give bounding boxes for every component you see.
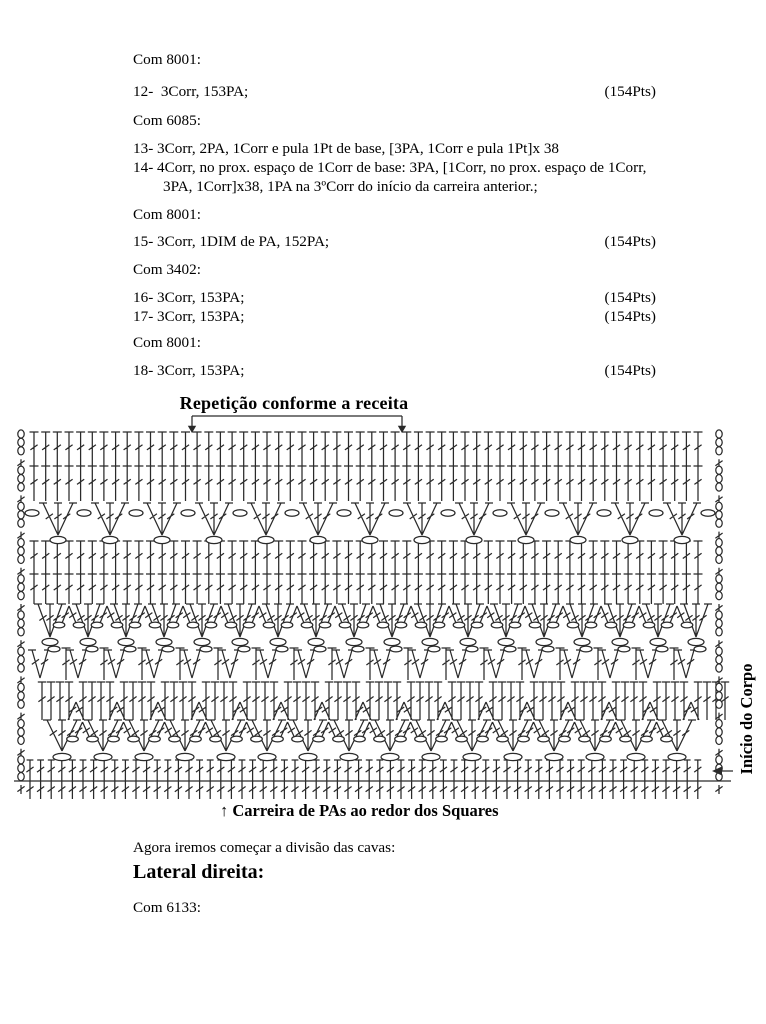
chain-stitch-icon xyxy=(716,592,722,600)
chain-stitch-icon xyxy=(422,753,440,760)
chain-stitch-icon xyxy=(574,638,590,645)
instruction-row-group xyxy=(133,83,656,102)
chain-stitch-icon xyxy=(258,536,274,543)
chain-stitch-icon xyxy=(18,575,24,583)
chain-stitch-icon xyxy=(643,622,655,628)
chain-stitch-icon xyxy=(200,646,212,652)
chain-stitch-icon xyxy=(108,736,120,742)
instruction-line xyxy=(133,289,656,308)
chain-stitch-icon xyxy=(436,736,448,742)
chain-stitch-icon xyxy=(301,622,313,628)
chain-stitch-icon xyxy=(231,736,243,742)
yarn-label: Com 6085: xyxy=(133,112,201,129)
chain-stitch-icon xyxy=(333,736,345,742)
yarn-label: Com 8001: xyxy=(133,334,201,351)
chain-stitch-icon xyxy=(688,638,704,645)
footer-note: Agora iremos começar a divisão das cavas: xyxy=(133,839,396,856)
chain-stitch-icon xyxy=(716,692,722,700)
chain-stitch-icon xyxy=(357,622,369,628)
instruction-row-group xyxy=(133,140,656,196)
chain-stitch-icon xyxy=(542,646,554,652)
chain-stitch-icon xyxy=(205,622,217,628)
chain-stitch-icon xyxy=(18,466,24,474)
chain-stitch-icon xyxy=(285,510,299,516)
instruction-text: 3PA, 1Corr]x38, 1PA na 3ºCorr do início da carreira anterior.; xyxy=(163,177,538,195)
chain-stitch-icon xyxy=(466,646,478,652)
chain-stitch-icon xyxy=(319,622,331,628)
chain-stitch-icon xyxy=(149,622,161,628)
chain-stitch-icon xyxy=(395,622,407,628)
chain-stitch-icon xyxy=(50,536,66,543)
instruction-line xyxy=(133,308,656,327)
chain-stitch-icon xyxy=(716,447,722,455)
chain-stitch-icon xyxy=(414,536,430,543)
chain-stitch-icon xyxy=(620,736,632,742)
instruction-text: 18- 3Corr, 153PA; xyxy=(133,362,245,379)
chain-stitch-icon xyxy=(18,555,24,563)
chain-stitch-icon xyxy=(504,753,522,760)
instruction-line xyxy=(133,159,656,178)
chain-stitch-icon xyxy=(102,536,118,543)
chain-stitch-icon xyxy=(716,555,722,563)
instruction-line xyxy=(133,362,656,381)
chain-stitch-icon xyxy=(694,646,706,652)
chain-stitch-icon xyxy=(585,622,597,628)
chain-stitch-icon xyxy=(225,622,237,628)
chain-stitch-icon xyxy=(124,646,136,652)
stitch-count: (154Pts) xyxy=(604,289,656,306)
chain-stitch-icon xyxy=(716,647,722,655)
chain-stitch-icon xyxy=(263,622,275,628)
chain-stitch-icon xyxy=(622,536,638,543)
chain-stitch-icon xyxy=(80,638,96,645)
stitch-count: (154Pts) xyxy=(604,233,656,250)
instruction-line xyxy=(133,140,656,159)
instruction-text: 12- 3Corr, 153PA; xyxy=(133,83,249,100)
chain-stitch-icon xyxy=(18,539,24,547)
chain-stitch-icon xyxy=(547,622,559,628)
chain-stitch-icon xyxy=(681,622,693,628)
chain-stitch-icon xyxy=(53,753,71,760)
chain-stitch-icon xyxy=(661,736,673,742)
chain-stitch-icon xyxy=(18,728,24,736)
chain-stitch-icon xyxy=(453,622,465,628)
chain-stitch-icon xyxy=(25,510,39,516)
chain-stitch-icon xyxy=(67,736,79,742)
chain-stitch-icon xyxy=(232,638,248,645)
yarn-label: Com 8001: xyxy=(133,206,201,223)
chain-stitch-icon xyxy=(86,646,98,652)
chain-stitch-icon xyxy=(18,430,24,438)
arrowhead-icon xyxy=(188,426,722,776)
chain-stitch-icon xyxy=(559,736,571,742)
chain-stitch-icon xyxy=(538,736,550,742)
chain-stitch-icon xyxy=(529,622,541,628)
chain-stitch-icon xyxy=(518,736,530,742)
chain-stitch-icon xyxy=(650,638,666,645)
chain-stitch-icon xyxy=(716,539,722,547)
chain-stitch-icon xyxy=(18,583,24,591)
instruction-text: 16- 3Corr, 153PA; xyxy=(133,289,245,306)
chain-stitch-icon xyxy=(668,753,686,760)
chain-stitch-icon xyxy=(493,510,507,516)
chain-stitch-icon xyxy=(340,753,358,760)
chain-stitch-icon xyxy=(545,753,563,760)
chain-stitch-icon xyxy=(190,736,202,742)
chain-stitch-icon xyxy=(716,519,722,527)
chain-stitch-icon xyxy=(251,736,263,742)
chain-stitch-icon xyxy=(18,475,24,483)
chain-stitch-icon xyxy=(18,736,24,744)
chain-stitch-icon xyxy=(233,510,247,516)
chain-stitch-icon xyxy=(206,536,222,543)
chain-stitch-icon xyxy=(91,622,103,628)
chain-stitch-icon xyxy=(314,646,326,652)
chain-stitch-icon xyxy=(612,638,628,645)
chain-stitch-icon xyxy=(716,728,722,736)
chain-stitch-icon xyxy=(18,628,24,636)
chain-stitch-icon xyxy=(77,510,91,516)
chain-stitch-icon xyxy=(460,638,476,645)
chain-stitch-icon xyxy=(308,638,324,645)
chain-stitch-icon xyxy=(674,536,690,543)
chain-stitch-icon xyxy=(276,646,288,652)
chain-stitch-icon xyxy=(600,736,612,742)
chain-stitch-icon xyxy=(545,510,559,516)
chain-stitch-icon xyxy=(586,753,604,760)
chain-stitch-icon xyxy=(310,536,326,543)
chain-stitch-icon xyxy=(18,756,24,764)
chain-stitch-icon xyxy=(18,519,24,527)
chain-stitch-icon xyxy=(352,646,364,652)
instruction-text: 14- 4Corr, no prox. espaço de 1Corr de base: 3PA, [1Corr, no prox. espaço de 1Corr, xyxy=(133,158,647,176)
chain-stitch-icon xyxy=(339,622,351,628)
diagram-top-label: Repetição conforme a receita xyxy=(179,393,409,413)
chain-stitch-icon xyxy=(377,622,389,628)
chain-stitch-icon xyxy=(18,547,24,555)
chain-stitch-icon xyxy=(716,683,722,691)
chain-stitch-icon xyxy=(415,622,427,628)
chain-stitch-icon xyxy=(18,764,24,772)
chain-stitch-icon xyxy=(536,638,552,645)
stitch-count: (154Pts) xyxy=(604,307,656,325)
chain-stitch-icon xyxy=(716,502,722,510)
instruction-line xyxy=(133,233,656,252)
chain-stitch-icon xyxy=(346,638,362,645)
chain-stitch-icon xyxy=(509,622,521,628)
section-heading: Lateral direita: xyxy=(133,861,265,883)
chain-stitch-icon xyxy=(18,438,24,446)
chain-stitch-icon xyxy=(156,638,172,645)
chain-stitch-icon xyxy=(579,736,591,742)
chain-stitch-icon xyxy=(48,646,60,652)
chain-stitch-icon xyxy=(497,736,509,742)
chain-stitch-icon xyxy=(716,483,722,491)
chain-stitch-icon xyxy=(169,736,181,742)
chain-stitch-icon xyxy=(18,683,24,691)
instruction-text: 17- 3Corr, 153PA; xyxy=(133,307,245,325)
chain-stitch-icon xyxy=(18,773,24,781)
chain-stitch-icon xyxy=(661,622,673,628)
instruction-row-group xyxy=(133,233,656,252)
chain-stitch-icon xyxy=(162,646,174,652)
chain-stitch-icon xyxy=(187,622,199,628)
chain-stitch-icon xyxy=(701,510,715,516)
chain-stitch-icon xyxy=(374,736,386,742)
instruction-line xyxy=(133,178,656,197)
chain-stitch-icon xyxy=(18,700,24,708)
chain-stitch-icon xyxy=(42,638,58,645)
chain-stitch-icon xyxy=(176,753,194,760)
chain-stitch-icon xyxy=(422,638,438,645)
chain-stitch-icon xyxy=(154,536,170,543)
chain-stitch-icon xyxy=(258,753,276,760)
chain-stitch-icon xyxy=(135,753,153,760)
chain-stitch-icon xyxy=(656,646,668,652)
chain-stitch-icon xyxy=(111,622,123,628)
chain-stitch-icon xyxy=(716,700,722,708)
chain-stitch-icon xyxy=(433,622,445,628)
chain-stitch-icon xyxy=(129,510,143,516)
chain-stitch-icon xyxy=(463,753,481,760)
chain-stitch-icon xyxy=(18,447,24,455)
chain-stitch-icon xyxy=(128,736,140,742)
chain-stitch-icon xyxy=(570,536,586,543)
chain-stitch-icon xyxy=(129,622,141,628)
chain-stitch-icon xyxy=(605,622,617,628)
chain-stitch-icon xyxy=(381,753,399,760)
chain-stitch-icon xyxy=(18,720,24,728)
chain-stitch-icon xyxy=(53,622,65,628)
chain-stitch-icon xyxy=(272,736,284,742)
chain-stitch-icon xyxy=(243,622,255,628)
chain-stitch-icon xyxy=(716,619,722,627)
chain-stitch-icon xyxy=(299,753,317,760)
chain-stitch-icon xyxy=(716,628,722,636)
chain-stitch-icon xyxy=(504,646,516,652)
chain-stitch-icon xyxy=(281,622,293,628)
chain-stitch-icon xyxy=(618,646,630,652)
chain-stitch-icon xyxy=(389,510,403,516)
chain-stitch-icon xyxy=(716,583,722,591)
chain-stitch-icon xyxy=(18,592,24,600)
diagram-side-label: Início do Corpo xyxy=(737,663,756,775)
chain-stitch-icon xyxy=(627,753,645,760)
chain-stitch-icon xyxy=(18,619,24,627)
chain-stitch-icon xyxy=(210,736,222,742)
chain-stitch-icon xyxy=(456,736,468,742)
chain-stitch-icon xyxy=(716,475,722,483)
chain-stitch-icon xyxy=(238,646,250,652)
diagram-bottom-label: ↑ Carreira de PAs ao redor dos Squares xyxy=(220,801,499,820)
chain-stitch-icon xyxy=(18,664,24,672)
instruction-row-group xyxy=(133,289,656,327)
chain-stitch-icon xyxy=(18,692,24,700)
instruction-row-group xyxy=(133,362,656,381)
chain-stitch-icon xyxy=(716,664,722,672)
stitch-count: (154Pts) xyxy=(604,83,656,100)
chain-stitch-icon xyxy=(395,736,407,742)
instruction-text: 15- 3Corr, 1DIM de PA, 152PA; xyxy=(133,233,330,250)
footer-yarn-label: Com 6133: xyxy=(133,899,201,916)
chain-stitch-icon xyxy=(149,736,161,742)
chain-stitch-icon xyxy=(649,510,663,516)
chain-stitch-icon xyxy=(716,756,722,764)
chain-stitch-icon xyxy=(716,438,722,446)
chain-stitch-icon xyxy=(181,510,195,516)
chain-stitch-icon xyxy=(390,646,402,652)
chain-stitch-icon xyxy=(567,622,579,628)
chain-stitch-icon xyxy=(384,638,400,645)
chain-stitch-icon xyxy=(292,736,304,742)
chain-stitch-icon xyxy=(270,638,286,645)
chain-stitch-icon xyxy=(716,720,722,728)
chain-stitch-icon xyxy=(580,646,592,652)
chain-stitch-icon xyxy=(18,502,24,510)
yarn-label: Com 3402: xyxy=(133,261,201,278)
chain-stitch-icon xyxy=(428,646,440,652)
chain-stitch-icon xyxy=(716,736,722,744)
chain-stitch-icon xyxy=(73,622,85,628)
instruction-line xyxy=(133,83,656,102)
chain-stitch-icon xyxy=(18,647,24,655)
chain-stitch-icon xyxy=(313,736,325,742)
chain-stitch-icon xyxy=(716,611,722,619)
chain-stitch-icon xyxy=(118,638,134,645)
chain-stitch-icon xyxy=(18,511,24,519)
instruction-text: 13- 3Corr, 2PA, 1Corr e pula 1Pt de base, [3PA, 1Corr e pula 1Pt]x 38 xyxy=(133,140,560,157)
chain-stitch-icon xyxy=(415,736,427,742)
chain-stitch-icon xyxy=(217,753,235,760)
chain-stitch-icon xyxy=(18,656,24,664)
chain-stitch-icon xyxy=(362,536,378,543)
chain-stitch-icon xyxy=(716,547,722,555)
chain-stitch-icon xyxy=(466,536,482,543)
chain-stitch-icon xyxy=(194,638,210,645)
chain-stitch-icon xyxy=(716,575,722,583)
chain-stitch-icon xyxy=(94,753,112,760)
chain-stitch-icon xyxy=(441,510,455,516)
yarn-label: Com 8001: xyxy=(133,51,201,68)
chain-stitch-icon xyxy=(716,430,722,438)
chain-stitch-icon xyxy=(498,638,514,645)
chain-stitch-icon xyxy=(716,466,722,474)
chain-stitch-icon xyxy=(491,622,503,628)
chain-stitch-icon xyxy=(518,536,534,543)
chain-stitch-icon xyxy=(18,483,24,491)
chain-stitch-icon xyxy=(623,622,635,628)
chain-stitch-icon xyxy=(716,511,722,519)
chain-stitch-icon xyxy=(337,510,351,516)
chain-stitch-icon xyxy=(716,656,722,664)
chain-stitch-icon xyxy=(87,736,99,742)
chain-stitch-icon xyxy=(167,622,179,628)
chain-stitch-icon xyxy=(354,736,366,742)
chain-stitch-icon xyxy=(477,736,489,742)
chain-stitch-icon xyxy=(471,622,483,628)
chain-stitch-icon xyxy=(18,611,24,619)
chain-stitch-icon xyxy=(641,736,653,742)
chain-stitch-icon xyxy=(597,510,611,516)
stitch-count: (154Pts) xyxy=(604,362,656,379)
